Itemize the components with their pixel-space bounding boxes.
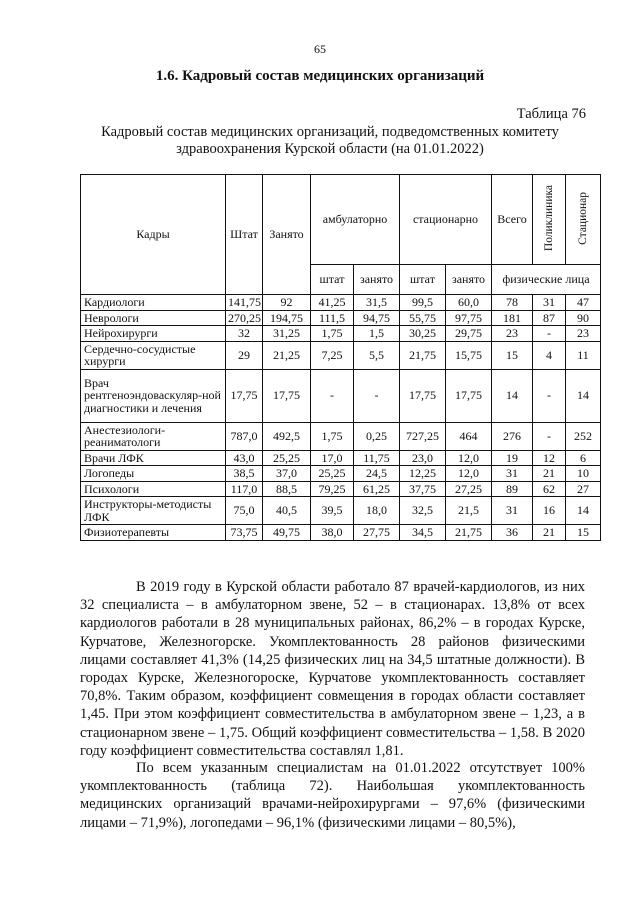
cell-name: Кардиологи [81,295,226,311]
cell-poliklinika: - [533,422,566,450]
cell-vsego: 89 [492,481,533,497]
cell-name: Нейрохирурги [81,326,226,342]
cell-name: Психологи [81,481,226,497]
cell-stacionar: 252 [566,422,601,450]
table-row [81,481,601,497]
cell-zanyato: 31,25 [263,326,311,342]
cell-zanyato: 88,5 [263,481,311,497]
cell-name: Сердечно-сосудистые хирурги [81,341,226,369]
cell-st-shtat: 34,5 [400,525,446,541]
cell-st-zanyato: 60,0 [446,295,492,311]
subheader-st-zanyato: занято [446,265,492,295]
cell-st-zanyato: 17,75 [446,369,492,422]
cell-st-zanyato: 12,0 [446,450,492,466]
header-vsego: Всего [492,175,533,265]
cell-poliklinika: - [533,369,566,422]
cell-stacionar: 90 [566,310,601,326]
header-zanyato: Занято [263,175,311,295]
table-label: Таблица 76 [516,106,586,122]
cell-zanyato: 40,5 [263,497,311,525]
table-caption: Кадровый состав медицинских организаций, подведомственных комитету здравоохранения Курской области (на 01.01.2022) [101,124,559,157]
cell-amb-shtat: 25,25 [311,466,354,482]
cell-vsego: 15 [492,341,533,369]
cell-amb-shtat: 41,25 [311,295,354,311]
cell-zanyato: 49,75 [263,525,311,541]
paragraph-1-text: В 2019 году в Курской области работало 87 врачей-кардиологов, из них 32 специалиста – в амбулаторном звене, 52 – в стационарах. 13,8% от всех кардиологов работали в 28 муниципальных районах, 86,2% – в городах Курске, Курчатове, Железногорске. Укомплектованность 28 районов физическими лицами составляет 41,3% (14,25 физических лиц на 34,5 штатные должности). В городах Курске, Железногороске, Курчатове укомплектованность составляет 70,8%. Таким образом, коэффициент совмещения в городах области составляет 1,45. При этом коэффициент совместительства в амбулаторном звене – 1,23, а в стационарном звене – 1,75. Общий коэффициент совместительства – 1,58. В 2020 году коэффициент совместительства составлял 1,81. [80,579,585,759]
cell-amb-shtat: 79,25 [311,481,354,497]
cell-st-zanyato: 27,25 [446,481,492,497]
cell-amb-shtat: 39,5 [311,497,354,525]
cell-st-shtat: 727,25 [400,422,446,450]
cell-poliklinika: 4 [533,341,566,369]
cell-st-zanyato: 21,5 [446,497,492,525]
cell-shtat: 117,0 [226,481,263,497]
cell-st-zanyato: 12,0 [446,466,492,482]
cell-st-shtat: 30,25 [400,326,446,342]
table-row [81,326,601,342]
cell-st-shtat: 21,75 [400,341,446,369]
cell-name: Анестезиологи-реаниматологи [81,422,226,450]
cell-name: Логопеды [81,466,226,482]
cell-stacionar: 11 [566,341,601,369]
cell-vsego: 78 [492,295,533,311]
cell-poliklinika: 87 [533,310,566,326]
table-row [81,341,601,369]
cell-amb-shtat: 1,75 [311,422,354,450]
cell-shtat: 29 [226,341,263,369]
cell-st-shtat: 12,25 [400,466,446,482]
cell-st-shtat: 23,0 [400,450,446,466]
section-heading: 1.6. Кадровый состав медицинских организаций [155,68,485,84]
cell-stacionar: 27 [566,481,601,497]
cell-stacionar: 14 [566,369,601,422]
cell-amb-zanyato: 61,25 [354,481,400,497]
cell-vsego: 276 [492,422,533,450]
cell-amb-zanyato: 24,5 [354,466,400,482]
cell-shtat: 38,5 [226,466,263,482]
cell-st-shtat: 17,75 [400,369,446,422]
cell-shtat: 270,25 [226,310,263,326]
cell-vsego: 23 [492,326,533,342]
cell-poliklinika: 12 [533,450,566,466]
cell-st-shtat: 32,5 [400,497,446,525]
header-poliklinika-text: Поликлиника [542,185,555,252]
table-row [81,466,601,482]
cell-shtat: 17,75 [226,369,263,422]
cell-amb-shtat: 17,0 [311,450,354,466]
table-row [81,422,601,450]
cell-name: Физиотерапевты [81,525,226,541]
table-row [81,450,601,466]
cell-stacionar: 10 [566,466,601,482]
cell-amb-zanyato: 5,5 [354,341,400,369]
page-number: 65 [314,42,326,56]
cell-poliklinika: 31 [533,295,566,311]
cell-amb-shtat: 38,0 [311,525,354,541]
header-shtat: Штат [226,175,263,295]
cell-zanyato: 17,75 [263,369,311,422]
cell-amb-zanyato: 31,5 [354,295,400,311]
cell-zanyato: 92 [263,295,311,311]
table-row [81,369,601,422]
cell-amb-zanyato: 18,0 [354,497,400,525]
paragraph-2-text: По всем указанным специалистам на 01.01.2022 отсутствует 100% укомплектованность (таблица 72). Наибольшая укомплектованность медицинских организаций врачами-нейрохирургами – 97,6% (физическими лицами – 71,9%), логопедами – 96,1% (физическими лицами – 80,5%), [80,760,585,831]
cell-name: Неврологи [81,310,226,326]
cell-stacionar: 6 [566,450,601,466]
cell-st-shtat: 55,75 [400,310,446,326]
cell-st-zanyato: 29,75 [446,326,492,342]
header-stacionarno: стационарно [400,175,492,265]
cell-amb-shtat: 1,75 [311,326,354,342]
cell-zanyato: 194,75 [263,310,311,326]
cell-stacionar: 47 [566,295,601,311]
paragraph-2 [80,759,585,832]
cell-amb-zanyato: 11,75 [354,450,400,466]
cell-shtat: 32 [226,326,263,342]
table-row [81,525,601,541]
cell-vsego: 31 [492,466,533,482]
cell-st-zanyato: 15,75 [446,341,492,369]
cell-amb-zanyato: 1,5 [354,326,400,342]
table-row [81,497,601,525]
cell-vsego: 181 [492,310,533,326]
cell-zanyato: 37,0 [263,466,311,482]
cell-vsego: 36 [492,525,533,541]
header-kadry: Кадры [81,175,226,295]
cell-st-zanyato: 97,75 [446,310,492,326]
cell-stacionar: 15 [566,525,601,541]
subheader-amb-zanyato: занято [354,265,400,295]
cell-amb-shtat: 111,5 [311,310,354,326]
cell-vsego: 19 [492,450,533,466]
header-ambulatorno: амбулаторно [311,175,400,265]
header-stacionar [566,175,601,265]
cell-poliklinika: 21 [533,525,566,541]
subheader-st-shtat: штат [400,265,446,295]
cell-st-shtat: 37,75 [400,481,446,497]
cell-vsego: 14 [492,369,533,422]
cell-poliklinika: 62 [533,481,566,497]
subheader-amb-shtat: штат [311,265,354,295]
cell-shtat: 43,0 [226,450,263,466]
cell-shtat: 141,75 [226,295,263,311]
table-row [81,310,601,326]
staff-table [80,174,601,541]
cell-poliklinika: 21 [533,466,566,482]
header-stacionar-text: Стационар [576,191,589,245]
cell-st-zanyato: 464 [446,422,492,450]
cell-amb-zanyato: 27,75 [354,525,400,541]
cell-vsego: 31 [492,497,533,525]
cell-amb-shtat: - [311,369,354,422]
cell-stacionar: 14 [566,497,601,525]
cell-stacionar: 23 [566,326,601,342]
cell-amb-zanyato: 0,25 [354,422,400,450]
cell-name: Инструкторы-методисты ЛФК [81,497,226,525]
cell-name: Врачи ЛФК [81,450,226,466]
cell-zanyato: 21,25 [263,341,311,369]
cell-st-zanyato: 21,75 [446,525,492,541]
subheader-fizicheskie-lica: физические лица [492,265,601,295]
cell-st-shtat: 99,5 [400,295,446,311]
cell-shtat: 73,75 [226,525,263,541]
cell-amb-zanyato: 94,75 [354,310,400,326]
staff-table-body [81,295,601,541]
cell-shtat: 787,0 [226,422,263,450]
paragraph-1 [80,578,585,760]
cell-zanyato: 492,5 [263,422,311,450]
table-row [81,295,601,311]
cell-zanyato: 25,25 [263,450,311,466]
cell-name: Врач рентгеноэндоваскуляр-ной диагностики и лечения [81,369,226,422]
cell-poliklinika: - [533,326,566,342]
cell-amb-zanyato: - [354,369,400,422]
cell-amb-shtat: 7,25 [311,341,354,369]
cell-poliklinika: 16 [533,497,566,525]
header-poliklinika [533,175,566,265]
cell-shtat: 75,0 [226,497,263,525]
